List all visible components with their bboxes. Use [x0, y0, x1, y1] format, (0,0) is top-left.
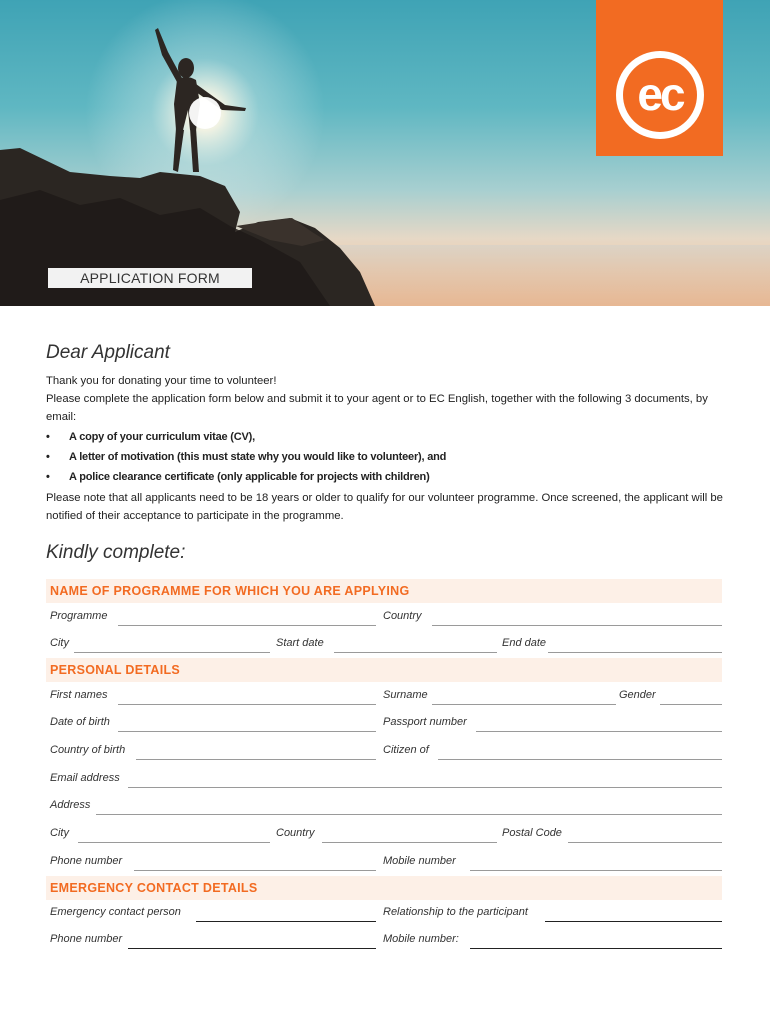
programme-field[interactable] — [118, 612, 376, 626]
personal-city-label: City — [50, 827, 69, 839]
citizen-of-field[interactable] — [438, 746, 722, 760]
personal-city-field[interactable] — [78, 829, 270, 843]
section-personal-details: PERSONAL DETAILS — [46, 658, 722, 682]
greeting-heading: Dear Applicant — [46, 342, 170, 363]
email-address-field[interactable] — [128, 774, 722, 788]
form-heading: Kindly complete: — [46, 542, 186, 563]
header-banner — [0, 0, 770, 306]
age-note-text: Please note that all applicants need to be 18 years or older to qualify for our volunteer programme. Once screened, the applicant will be notified of their acceptance to participate in the programme. — [46, 492, 723, 522]
address-field[interactable] — [96, 801, 722, 815]
section-programme: NAME OF PROGRAMME FOR WHICH YOU ARE APPLYING — [46, 579, 722, 603]
emergency-mobile-field[interactable] — [470, 935, 722, 949]
phone-number-label: Phone number — [50, 855, 123, 867]
programme-country-field[interactable] — [432, 612, 722, 626]
postal-code-label: Postal Code — [502, 827, 562, 839]
document-police-clearance: • A police clearance certificate (only applicable for projects with children) — [46, 467, 726, 487]
date-of-birth-label: Date of birth — [50, 716, 110, 728]
gender-label: Gender — [619, 689, 656, 701]
country-of-birth-label: Country of birth — [50, 744, 126, 756]
start-date-label: Start date — [276, 637, 324, 649]
programme-city-field[interactable] — [74, 639, 270, 653]
phone-number-field[interactable] — [134, 857, 376, 871]
section-emergency-contact: EMERGENCY CONTACT DETAILS — [46, 876, 722, 900]
personal-country-label: Country — [276, 827, 315, 839]
passport-number-label: Passport number — [383, 716, 467, 728]
thanks-text: Thank you for donating your time to volunteer! — [46, 375, 277, 387]
ec-logo — [596, 0, 723, 156]
address-label: Address — [50, 799, 91, 811]
relationship-field[interactable] — [545, 908, 722, 922]
instructions-text: Please complete the application form below and submit it to your agent or to EC English, together with the following 3 documents, by email: — [46, 393, 708, 423]
surname-field[interactable] — [432, 691, 616, 705]
end-date-field[interactable] — [548, 639, 722, 653]
form-title-tag: APPLICATION FORM — [48, 268, 252, 288]
gender-field[interactable] — [660, 691, 722, 705]
mobile-number-field[interactable] — [470, 857, 722, 871]
first-names-field[interactable] — [118, 691, 376, 705]
postal-code-field[interactable] — [568, 829, 722, 843]
document-cv: • A copy of your curriculum vitae (CV), — [46, 427, 726, 447]
citizen-of-label: Citizen of — [383, 744, 429, 756]
svg-text:ec: ec — [637, 68, 683, 120]
intro-text — [46, 372, 726, 525]
emergency-phone-field[interactable] — [128, 935, 376, 949]
document-motivation-letter: • A letter of motivation (this must state why you would like to volunteer), and — [46, 447, 726, 467]
date-of-birth-field[interactable] — [118, 718, 376, 732]
email-address-label: Email address — [50, 772, 120, 784]
end-date-label: End date — [502, 637, 547, 649]
passport-number-field[interactable] — [476, 718, 722, 732]
programme-city-label: City — [50, 637, 69, 649]
relationship-label: Relationship to the participant — [383, 906, 528, 918]
emergency-mobile-label: Mobile number: — [383, 933, 459, 945]
first-names-label: First names — [50, 689, 108, 701]
mobile-number-label: Mobile number — [383, 855, 456, 867]
programme-country-label: Country — [383, 610, 422, 622]
surname-label: Surname — [383, 689, 428, 701]
emergency-contact-field[interactable] — [196, 908, 376, 922]
start-date-field[interactable] — [334, 639, 497, 653]
country-of-birth-field[interactable] — [136, 746, 376, 760]
personal-country-field[interactable] — [322, 829, 497, 843]
emergency-contact-label: Emergency contact person — [50, 906, 181, 918]
emergency-phone-label: Phone number — [50, 933, 123, 945]
required-documents-list — [46, 427, 726, 487]
programme-label: Programme — [50, 610, 108, 622]
